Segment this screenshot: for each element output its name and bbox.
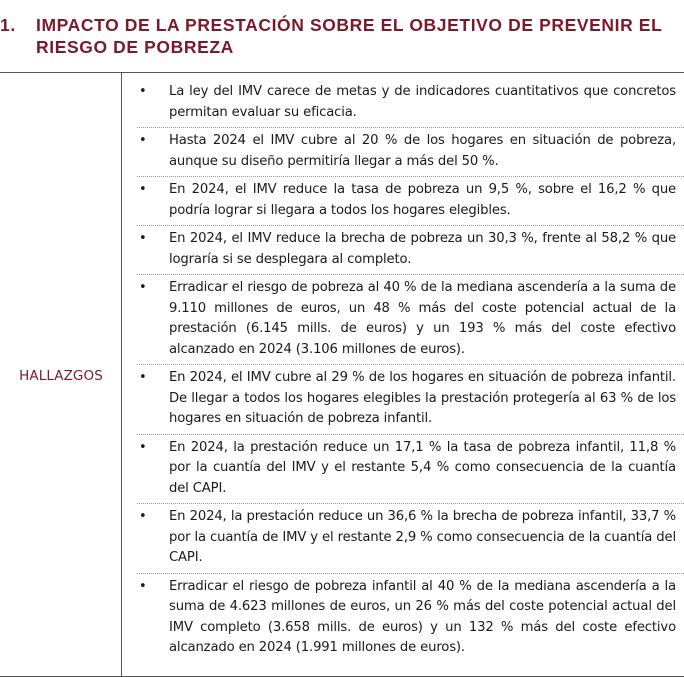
bullet-icon: • — [139, 84, 147, 99]
finding-text: Erradicar el riesgo de pobreza infantil al 40 % de la mediana ascendería a la suma de 4.623 millones de euros, un 26 % más del coste potencial actual del IMV completo (3.658 mills. de euros) y un 132 % más del coste efectivo alcanzado en 2024 (1.991 millones de euros). — [169, 578, 676, 655]
finding-item — [137, 275, 684, 365]
finding-text: Hasta 2024 el IMV cubre al 20 % de los hogares en situación de pobreza, aunque su diseño permitiría llegar a más del 50 %. — [169, 133, 676, 169]
finding-item — [137, 574, 684, 663]
section-number: 1. — [0, 15, 16, 35]
section-heading-line-1 — [0, 14, 684, 36]
finding-item — [137, 226, 684, 275]
row-label-cell — [0, 73, 122, 676]
finding-text: En 2024, el IMV reduce la tasa de pobreza un 9,5 %, sobre el 16,2 % que podría lograr si llegara a todos los hogares elegibles. — [169, 182, 676, 218]
finding-text: Erradicar el riesgo de pobreza al 40 % de la mediana ascendería a la suma de 9.110 millones de euros, un 48 % más del coste potencial actual de la prestación (6.145 mills. de euros) y un 193 % más del coste efectivo alcanzado en 2024 (3.106 millones de euros). — [169, 280, 676, 357]
row-label: HALLAZGOS — [19, 368, 103, 384]
finding-item — [137, 435, 684, 505]
findings-list — [123, 79, 684, 663]
finding-item — [137, 177, 684, 226]
section-title-line-2: RIESGO DE POBREZA — [36, 37, 234, 57]
findings-table — [0, 72, 684, 677]
finding-item — [137, 365, 684, 435]
finding-text: En 2024, el IMV reduce la brecha de pobreza un 30,3 %, frente al 58,2 % que lograría si se desplegara al completo. — [169, 231, 676, 267]
bullet-icon: • — [139, 280, 147, 295]
bullet-icon: • — [139, 370, 147, 385]
bullet-icon: • — [139, 182, 147, 197]
finding-item — [137, 79, 684, 128]
bullet-icon: • — [139, 578, 147, 594]
finding-text: En 2024, el IMV cubre al 29 % de los hogares en situación de pobreza infantil. De llegar a todos los hogares elegibles la prestación protegería al 63 % de los hogares en situación de pobreza infantil. — [169, 370, 676, 426]
finding-item — [137, 504, 684, 574]
bullet-icon: • — [139, 509, 147, 524]
finding-item — [137, 128, 684, 177]
finding-text: La ley del IMV carece de metas y de indicadores cuantitativos que concretos permitan evaluar su eficacia. — [169, 84, 676, 120]
finding-text: En 2024, la prestación reduce un 36,6 % la brecha de pobreza infantil, 33,7 % por la cuantía de IMV y el restante 2,9 % como consecuencia de la cuantía del CAPI. — [169, 509, 676, 565]
finding-text: En 2024, la prestación reduce un 17,1 % la tasa de pobreza infantil, 11,8 % por la cuantía del IMV y el restante 5,4 % como consecuencia de la cuantía del CAPI. — [169, 439, 676, 496]
bullet-icon: • — [139, 133, 147, 148]
bullet-icon: • — [139, 439, 147, 455]
section-title-line-1: IMPACTO DE LA PRESTACIÓN SOBRE EL OBJETIVO DE PREVENIR EL — [36, 15, 663, 35]
bullet-icon: • — [139, 231, 147, 246]
section-heading — [0, 14, 684, 58]
